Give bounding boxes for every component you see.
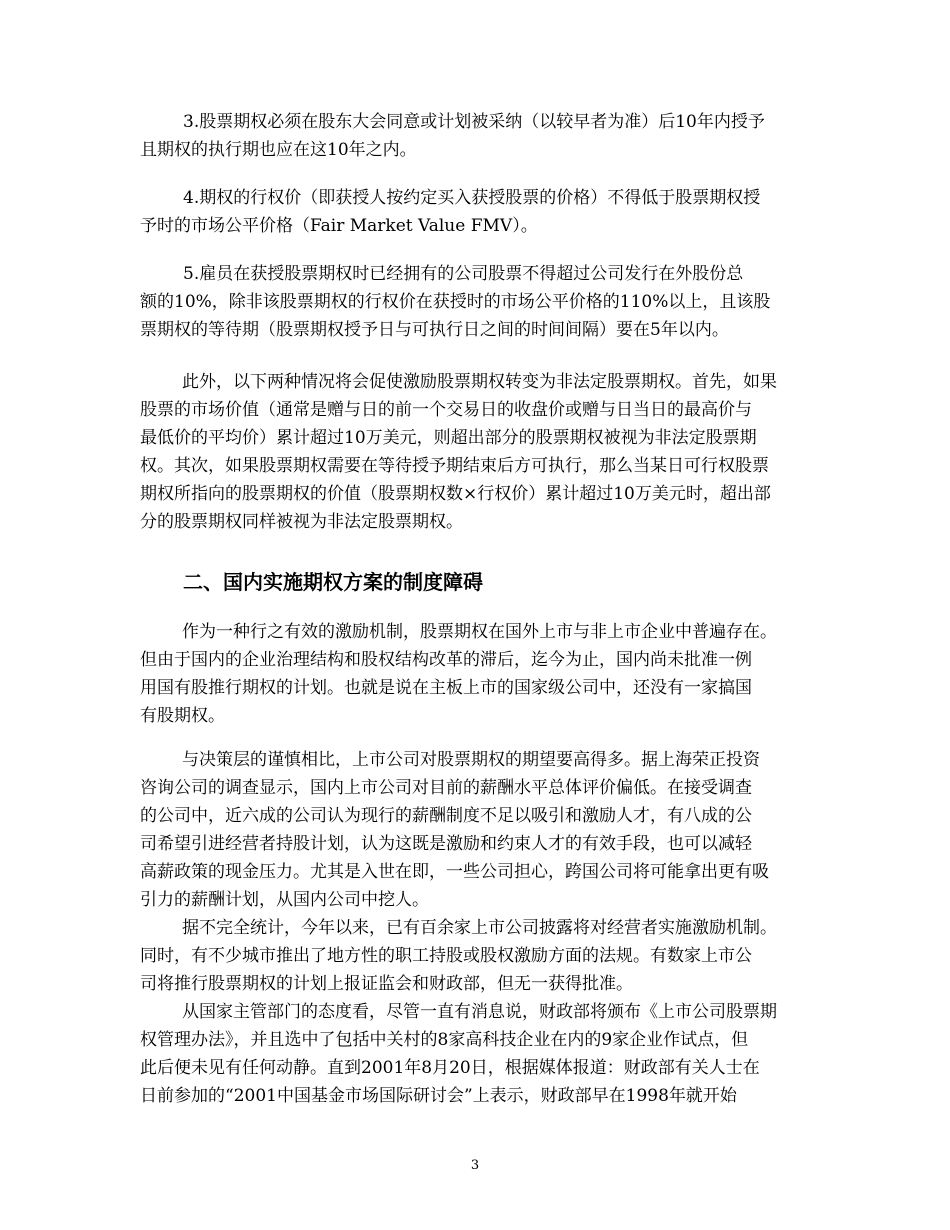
text-line: 引力的薪酬计划，从国内公司中挖人。	[140, 890, 429, 910]
text-line: 用国有股推行期权的计划。也就是说在主板上市的国家级公司中，还没有一家搞国	[140, 678, 752, 698]
paragraph-item-5	[140, 260, 810, 344]
paragraph-body-2	[140, 746, 810, 914]
text-line: 票期权的等待期（股票期权授予日与可执行日之间的时间间隔）要在5年以内。	[140, 320, 729, 340]
text-line: 予时的市场公平价格（Fair Market Value FMV）。	[140, 216, 538, 236]
text-line: 作为一种行之有效的激励机制，股票期权在国外上市与非上市企业中普遍存在。	[182, 622, 777, 642]
page-number: 3	[470, 1158, 480, 1173]
text-line: 司希望引进经营者持股计划，认为这既是激励和约束人才的有效手段，也可以减轻	[140, 834, 752, 854]
text-line: 最低价的平均价）累计超过10万美元，则超出部分的股票期权被视为非法定股票期	[140, 428, 757, 448]
text-line: 期权所指向的股票期权的价值（股票期权数×行权价）累计超过10万美元时，超出部	[140, 484, 771, 504]
text-line: 且期权的执行期也应在这10年之内。	[140, 140, 417, 160]
text-line: 分的股票期权同样被视为非法定股票期权。	[140, 512, 463, 532]
text-line: 3.股票期权必须在股东大会同意或计划被采纳（以较早者为准）后10年内授予	[183, 112, 765, 132]
paragraph-item-4	[140, 184, 810, 240]
text-line: 据不完全统计，今年以来，已有百余家上市公司披露将对经营者实施激励机制。	[182, 918, 777, 938]
paragraph-item-3	[140, 108, 810, 164]
text-line: 5.雇员在获授股票期权时已经拥有的公司股票不得超过公司发行在外股份总	[183, 264, 744, 284]
text-line: 从国家主管部门的态度看，尽管一直有消息说，财政部将颁布《上市公司股票期	[182, 1002, 777, 1022]
text-line: 咨询公司的调查显示，国内上市公司对目前的薪酬水平总体评价偏低。在接受调查	[140, 778, 752, 798]
text-line: 有股期权。	[140, 706, 225, 726]
paragraph-body-3	[140, 914, 810, 998]
text-line: 同时，有不少城市推出了地方性的职工持股或股权激励方面的法规。有数家上市公	[140, 946, 752, 966]
text-line: 的公司中，近六成的公司认为现行的薪酬制度不足以吸引和激励人才，有八成的公	[140, 806, 752, 826]
text-line: 股票的市场价值（通常是赠与日的前一个交易日的收盘价或赠与日当日的最高价与	[140, 400, 752, 420]
text-line: 此外，以下两种情况将会促使激励股票期权转变为非法定股票期权。首先，如果	[182, 372, 777, 392]
section-heading: 二、国内实施期权方案的制度障碍	[183, 570, 483, 594]
paragraph-body-1	[140, 618, 810, 730]
text-line: 日前参加的“2001中国基金市场国际研讨会”上表示，财政部早在1998年就开始	[140, 1086, 737, 1106]
paragraph-body-4	[140, 998, 810, 1110]
text-line: 高薪政策的现金压力。尤其是入世在即，一些公司担心，跨国公司将可能拿出更有吸	[140, 862, 769, 882]
text-line: 司将推行股票期权的计划上报证监会和财政部，但无一获得批准。	[140, 974, 633, 994]
text-line: 此后便未见有任何动静。直到2001年8月20日，根据媒体报道：财政部有关人士在	[140, 1058, 760, 1078]
text-line: 额的10%，除非该股票期权的行权价在获授时的市场公平价格的110%以上，且该股	[140, 292, 771, 312]
text-line: 4.期权的行权价（即获授人按约定买入获授股票的价格）不得低于股票期权授	[183, 188, 761, 208]
text-line: 权管理办法》，并且选中了包括中关村的8家高科技企业在内的9家企业作试点，但	[140, 1030, 749, 1050]
text-line: 但由于国内的企业治理结构和股权结构改革的滞后，迄今为止，国内尚未批准一例	[140, 650, 752, 670]
text-line: 权。其次，如果股票期权需要在等待授予期结束后方可执行，那么当某日可行权股票	[140, 456, 769, 476]
paragraph-nonstatutory-options	[140, 368, 810, 536]
text-line: 与决策层的谨慎相比，上市公司对股票期权的期望要高得多。据上海荣正投资	[182, 750, 760, 770]
